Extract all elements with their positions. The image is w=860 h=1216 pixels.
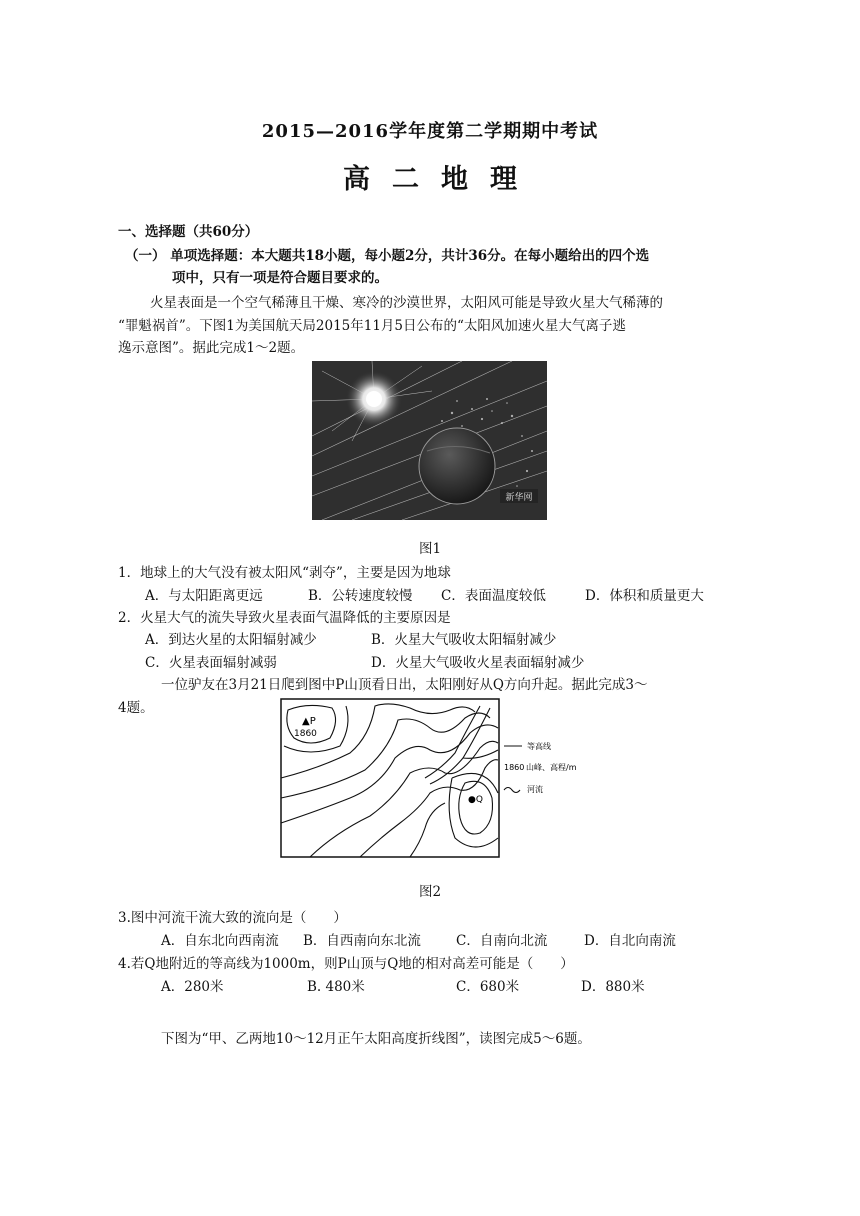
part-instruction-line2: 项中，只有一项是符合题目要求的。 bbox=[172, 270, 388, 286]
part-instruction-line1: （一） 单项选择题：本大题共18小题，每小题2分，共计36分。在每小题给出的四个选 bbox=[125, 248, 650, 264]
legend-peak-text: 山峰、高程/m bbox=[526, 763, 577, 772]
q3-option-a: A．自东北向西南流 bbox=[161, 933, 279, 949]
q3-option-b: B．自西南向东北流 bbox=[303, 933, 421, 949]
point-q: ●Q bbox=[468, 795, 483, 805]
q4-option-d: D．880米 bbox=[581, 979, 645, 995]
subject-title: 高二地理 bbox=[343, 164, 539, 195]
peak-marker: ▲P bbox=[302, 716, 316, 727]
q2-stem: 2．火星大气的流失导致火星表面气温降低的主要原因是 bbox=[118, 610, 451, 626]
legend-peak-sample: 1860 bbox=[504, 763, 525, 772]
passage1-line3: 逸示意图”。据此完成1～2题。 bbox=[118, 340, 305, 356]
q1-option-b: B．公转速度较慢 bbox=[308, 588, 413, 604]
q3-option-d: D．自北向南流 bbox=[584, 933, 676, 949]
q2-option-a: A．到达火星的太阳辐射减少 bbox=[145, 632, 317, 648]
figure2-contour-map bbox=[280, 698, 577, 858]
q2-option-d: D．火星大气吸收火星表面辐射减少 bbox=[371, 655, 585, 671]
q1-stem: 1．地球上的大气没有被太阳风“剥夺”，主要是因为地球 bbox=[118, 565, 451, 581]
legend-contour: 等高线 bbox=[527, 742, 551, 751]
section-title: 一、选择题（共60分） bbox=[118, 224, 259, 240]
solar-wind-illustration bbox=[312, 361, 547, 520]
figure2-caption: 图2 bbox=[418, 884, 442, 900]
q4-stem: 4.若Q地附近的等高线为1000m，则P山顶与Q地的相对高差可能是（ ） bbox=[118, 956, 574, 972]
contour-map-svg bbox=[280, 698, 577, 858]
q2-option-c: C．火星表面辐射减弱 bbox=[145, 655, 277, 671]
peak-elevation: 1860 bbox=[294, 729, 317, 739]
q2-option-b: B．火星大气吸收太阳辐射减少 bbox=[371, 632, 557, 648]
passage2-line1: 一位驴友在3月21日爬到图中P山顶看日出，太阳刚好从Q方向升起。据此完成3～ bbox=[161, 677, 648, 693]
q1-option-a: A．与太阳距离更远 bbox=[145, 588, 263, 604]
passage3-line1: 下图为“甲、乙两地10～12月正午太阳高度折线图”，读图完成5～6题。 bbox=[161, 1031, 591, 1047]
q4-option-c: C．680米 bbox=[456, 979, 520, 995]
legend-river: 河流 bbox=[527, 785, 543, 794]
q3-stem: 3.图中河流干流大致的流向是（ ） bbox=[118, 910, 347, 926]
watermark-text: 新华网 bbox=[505, 493, 533, 503]
q4-option-a: A．280米 bbox=[161, 979, 224, 995]
figure1-caption: 图1 bbox=[418, 541, 442, 557]
passage2-line2: 4题。 bbox=[118, 700, 154, 716]
q4-option-b: B. 480米 bbox=[307, 979, 365, 995]
q3-option-c: C．自南向北流 bbox=[456, 933, 548, 949]
passage1-line1: 火星表面是一个空气稀薄且干燥、寒冷的沙漠世界，太阳风可能是导致火星大气稀薄的 bbox=[150, 295, 663, 311]
legend-river-symbol bbox=[504, 788, 520, 793]
q1-option-c: C．表面温度较低 bbox=[441, 588, 546, 604]
q1-option-d: D．体积和质量更大 bbox=[585, 588, 704, 604]
exam-title: 2015—2016学年度第二学期期中考试 bbox=[261, 121, 599, 142]
figure1-image bbox=[312, 361, 547, 520]
passage1-line2: “罪魁祸首”。下图1为美国航天局2015年11月5日公布的“太阳风加速火星大气离子逃 bbox=[118, 318, 626, 334]
